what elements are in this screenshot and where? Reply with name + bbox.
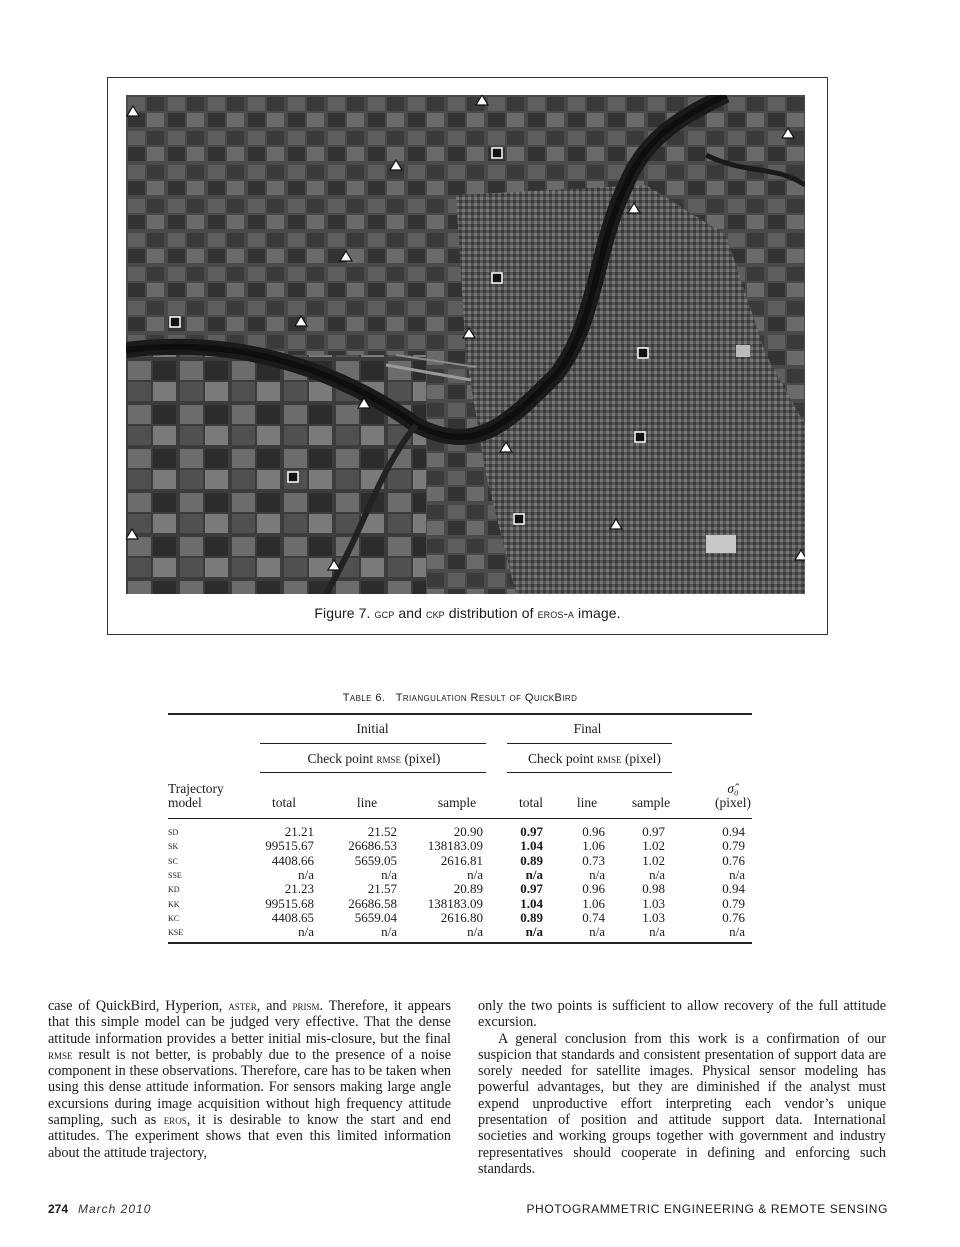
table-cell-f-sample: 1.03 bbox=[642, 909, 665, 925]
ckp-marker bbox=[288, 472, 298, 482]
table-cell-f-sample: 1.02 bbox=[642, 838, 665, 854]
table-cell-i-line: 26686.58 bbox=[348, 895, 397, 911]
table-cell-i-sample: n/a bbox=[467, 866, 483, 882]
ckp-marker bbox=[492, 148, 502, 158]
table-cell-i-line: 21.57 bbox=[367, 881, 397, 897]
table-cell-i-line: n/a bbox=[381, 866, 397, 882]
table-cell-sigma: 0.94 bbox=[722, 881, 745, 897]
table-cell-sigma: 0.79 bbox=[722, 895, 745, 911]
table-cell-f-total: 0.97 bbox=[520, 824, 543, 839]
table-cell-f-total: 1.04 bbox=[520, 838, 543, 854]
table-cell-f-line: 0.96 bbox=[582, 881, 605, 897]
header-total-final: total bbox=[519, 795, 543, 810]
header-final-rmse: Check point rmse (pixel) bbox=[528, 751, 661, 766]
figure-number: Figure 7. bbox=[314, 605, 371, 621]
table-cell-f-total: 0.89 bbox=[520, 909, 543, 925]
table-cell-sigma: n/a bbox=[729, 924, 745, 940]
caption-gcp: gcp bbox=[374, 606, 395, 621]
header-initial-rmse: Check point rmse (pixel) bbox=[307, 751, 441, 766]
header-initial: Initial bbox=[356, 721, 389, 736]
table-cell-i-line: 5659.05 bbox=[354, 852, 397, 868]
page-number: 274 bbox=[48, 1202, 69, 1216]
table-cell-f-sample: 0.97 bbox=[642, 824, 665, 839]
table-cell-model: kk bbox=[168, 895, 180, 910]
table-cell-f-sample: n/a bbox=[649, 866, 665, 882]
table-title bbox=[168, 692, 752, 704]
ckp-marker bbox=[635, 432, 645, 442]
table-cell-sigma: 0.76 bbox=[722, 852, 745, 868]
table-cell-model: sc bbox=[168, 852, 178, 867]
table-cell-f-total: 0.89 bbox=[520, 852, 543, 868]
header-rule bbox=[168, 818, 752, 819]
caption-mid: distribution of bbox=[448, 605, 534, 621]
paragraph: case of QuickBird, Hyperion, aster, and prism. Therefore, it appears that this simple model can be judged very effective. That the dense attitude information provides a better initial mis-closure, but the final rmse result is not better, is probably due to the presence of a noise component in these observations. Therefore, care has to be taken when using this dense attitude information. For sensors making large angle excursions during image acquisition without high frequency attitude sampling, such as eros, it is desirable to know the start and end attitudes. The experiment shows that even this limited information about the attitude trajectory, bbox=[48, 998, 451, 1161]
table-cell-i-sample: 138183.09 bbox=[427, 895, 483, 911]
journal-name: PHOTOGRAMMETRIC ENGINEERING & REMOTE SENSING bbox=[526, 1202, 888, 1216]
header-sigma: σ̂₀ bbox=[727, 781, 739, 796]
body-column-left bbox=[48, 998, 451, 1161]
table-cell-i-line: 21.52 bbox=[367, 824, 397, 839]
caption-end: image. bbox=[578, 605, 621, 621]
table-cell-i-sample: 2616.80 bbox=[440, 909, 483, 925]
initial-group-rule bbox=[260, 743, 486, 744]
table-cell-i-line: 26686.53 bbox=[348, 838, 397, 854]
table-cell-f-line: n/a bbox=[589, 866, 605, 882]
table-cell-i-sample: 20.90 bbox=[453, 824, 483, 839]
caption-ckp: ckp bbox=[425, 606, 445, 621]
table-cell-model: sd bbox=[168, 824, 179, 838]
table-cell-f-sample: 1.02 bbox=[642, 852, 665, 868]
header-model-2: model bbox=[168, 795, 202, 810]
ckp-marker bbox=[492, 273, 502, 283]
table-cell-f-sample: n/a bbox=[649, 924, 665, 940]
table-number: Table 6. bbox=[342, 692, 386, 704]
header-line-final: line bbox=[576, 795, 598, 810]
table-cell-i-total: 4408.66 bbox=[271, 852, 314, 868]
paragraph: only the two points is sufficient to allow recovery of the full attitude excursion. bbox=[478, 998, 886, 1031]
satellite-image bbox=[126, 95, 805, 594]
table-cell-i-total: 21.23 bbox=[284, 881, 314, 897]
table-cell-f-line: 0.73 bbox=[582, 852, 605, 868]
table-cell-f-total: n/a bbox=[525, 866, 543, 882]
table-cell-f-line: 0.74 bbox=[582, 909, 605, 925]
table-cell-model: kse bbox=[168, 924, 184, 939]
header-model-1: Trajectory bbox=[168, 781, 224, 796]
body-column-right bbox=[478, 998, 886, 1177]
table-cell-i-total: 4408.65 bbox=[271, 909, 314, 925]
initial-sub-rule bbox=[260, 772, 486, 773]
table-cell-f-line: 0.96 bbox=[582, 824, 605, 839]
caption-eros: eros-a bbox=[537, 606, 575, 621]
table-cell-sigma: n/a bbox=[729, 866, 745, 882]
table-cell-f-line: n/a bbox=[589, 924, 605, 940]
table-cell-i-total: 21.21 bbox=[284, 824, 314, 839]
table-cell-i-sample: 138183.09 bbox=[427, 838, 483, 854]
table-cell-model: kc bbox=[168, 909, 180, 924]
issue-date: March 2010 bbox=[78, 1202, 152, 1216]
header-sigma-unit: (pixel) bbox=[715, 795, 751, 810]
table-cell-f-sample: 0.98 bbox=[642, 881, 665, 897]
header-line: line bbox=[356, 795, 378, 810]
table-cell-model: sk bbox=[168, 838, 179, 853]
table-cell-i-line: 5659.04 bbox=[354, 909, 397, 925]
table-cell-i-total: n/a bbox=[298, 924, 314, 940]
table-cell-model: kd bbox=[168, 881, 180, 896]
table-cell-i-total: n/a bbox=[298, 866, 314, 882]
final-group-rule bbox=[507, 743, 672, 744]
paragraph: A general conclusion from this work is a confirmation of our suspicion that standards and consistent presentation of support data are sorely needed for satellite images. Physical sensor modeling has powerful advantages, but they are diminished if the analyst must expend unproductive effort interpreting each vendor’s unique presentation of position and attitude support data. International societies and working groups together with government and industry representatives should cooperate in defining and enforcing such standards. bbox=[478, 1030, 886, 1177]
table-cell-i-sample: 2616.81 bbox=[440, 852, 483, 868]
table-cell-f-total: 1.04 bbox=[520, 895, 543, 911]
table-cell-i-line: n/a bbox=[381, 924, 397, 940]
table-cell-model: sse bbox=[168, 866, 182, 881]
table-cell-sigma: 0.94 bbox=[722, 824, 745, 839]
table-cell-f-line: 1.06 bbox=[582, 838, 605, 854]
table-cell-f-total: n/a bbox=[525, 924, 543, 940]
ckp-marker bbox=[170, 317, 180, 327]
table-cell-f-sample: 1.03 bbox=[642, 895, 665, 911]
final-sub-rule bbox=[507, 772, 672, 773]
header-sample-final: sample bbox=[631, 795, 671, 810]
table-caption: Triangulation Result of QuickBird bbox=[395, 692, 578, 704]
header-sample: sample bbox=[437, 795, 477, 810]
table-cell-f-total: 0.97 bbox=[520, 881, 543, 897]
figure-frame bbox=[107, 77, 828, 635]
table-cell-sigma: 0.76 bbox=[722, 909, 745, 925]
ckp-marker bbox=[514, 514, 524, 524]
table-cell-i-total: 99515.67 bbox=[265, 838, 314, 854]
table-cell-f-line: 1.06 bbox=[582, 895, 605, 911]
header-final: Final bbox=[573, 721, 602, 736]
table-top-rule bbox=[168, 713, 752, 715]
table-cell-i-total: 99515.68 bbox=[265, 895, 314, 911]
caption-and: and bbox=[398, 605, 422, 621]
figure-caption bbox=[108, 605, 827, 621]
table-cell-sigma: 0.79 bbox=[722, 838, 745, 854]
header-total: total bbox=[272, 795, 296, 810]
table-cell-i-sample: 20.89 bbox=[453, 881, 483, 897]
table-cell-i-sample: n/a bbox=[467, 924, 483, 940]
table-bottom-rule bbox=[168, 942, 752, 944]
ckp-marker bbox=[638, 348, 648, 358]
